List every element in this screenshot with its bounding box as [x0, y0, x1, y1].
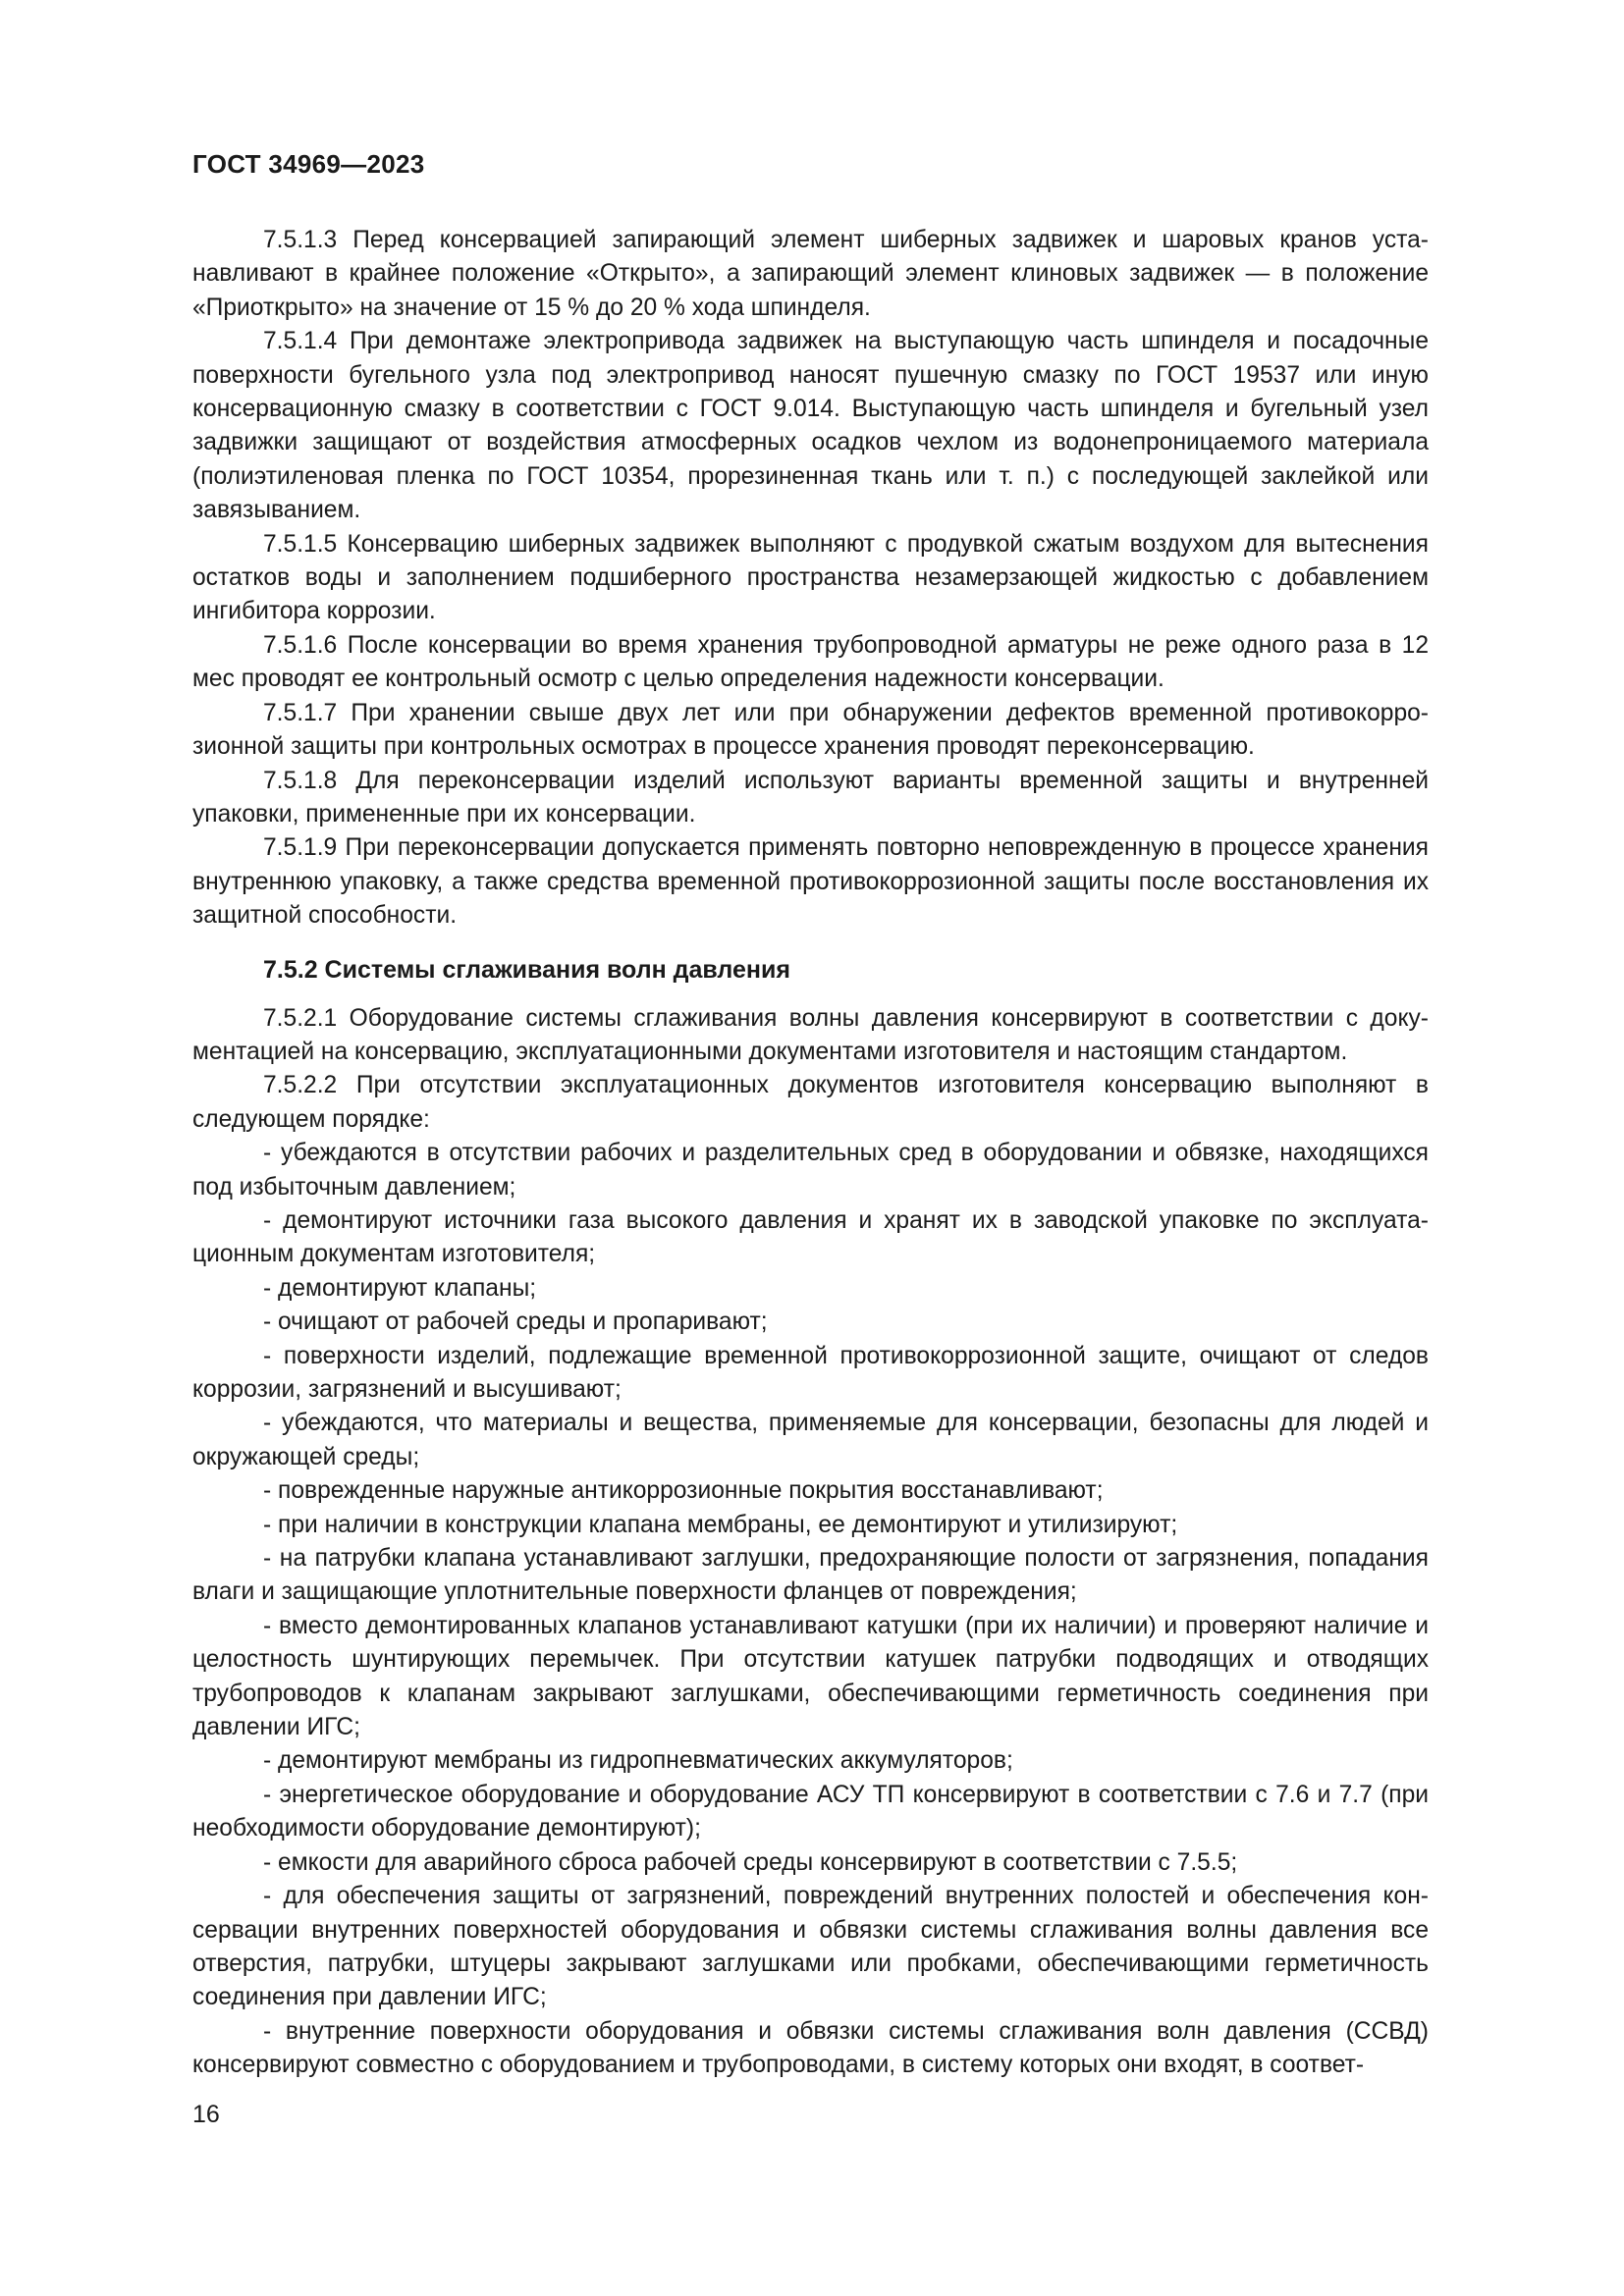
list-item: - демонтируют мембраны из гидропневматических аккумуляторов; — [263, 1747, 1013, 1775]
document-body — [192, 224, 1429, 2083]
list-item: - емкости для аварийного сброса рабочей среды консервируют в соответствии с 7.5.5; — [263, 1848, 1238, 1876]
list-item: - внутренние поверхности оборудования и обвязки системы сглаживания волн давления (ССВД) консервируют совместно с оборудованием и трубопроводами, в систему которых они входят, в соответ- — [192, 2017, 1429, 2079]
paragraph-7-5-1-9: 7.5.1.9 При переконсервации допускается применять повторно неповрежденную в процессе хранения внутреннюю упаковку, а также средства временной противокоррозионной защиты после восстановления их защитной способности. — [192, 834, 1429, 930]
list-item: - при наличии в конструкции клапана мембраны, ее демонтируют и утилизируют; — [263, 1511, 1178, 1538]
list-item: - убеждаются в отсутствии рабочих и разделительных сред в оборудовании и обвязке, находящихся под избыточным давлением; — [192, 1140, 1429, 1201]
list-item: - поврежденные наружные антикоррозионные покрытия восстанавливают; — [263, 1477, 1104, 1505]
paragraph-7-5-2-2: 7.5.2.2 При отсутствии эксплуатационных документов изготовителя консервацию выполняют в следующем порядке: — [192, 1072, 1429, 1133]
paragraph-7-5-2-1: 7.5.2.1 Оборудование системы сглаживания волны давления консервируют в соответствии с документацией на консервацию, эксплуатационными документами изготовителя и настоящим стандартом. — [192, 1004, 1429, 1065]
paragraph-7-5-1-4: 7.5.1.4 При демонтаже электропривода задвижек на выступающую часть шпинделя и посадочные поверхности бугельного узла под электропривод наносят пушечную смазку по ГОСТ 19537 или иную консервационную смазку в соответствии с ГОСТ 9.014. Выступающую часть шпинделя и бугельный узел задвижки защищают от воздействия атмосферных осадков чехлом из водонепроницаемого материала (полиэтиленовая пленка по ГОСТ 10354, прорезиненная ткань или т. п.) с последующей заклейкой или завязыванием. — [192, 328, 1429, 524]
paragraph-7-5-1-5: 7.5.1.5 Консервацию шиберных задвижек выполняют с продувкой сжатым воздухом для вытеснения остатков воды и заполнением подшиберного пространства незамерзающей жидкостью с добавлением ингибитора коррозии. — [192, 530, 1429, 625]
list-item: - на патрубки клапана устанавливают заглушки, предохраняющие полости от загрязнения, попадания влаги и защищающие уплотнительные поверхности фланцев от повреждения; — [192, 1545, 1429, 1606]
page-number: 16 — [192, 2101, 220, 2128]
list-item: - вместо демонтированных клапанов устанавливают катушки (при их наличии) и проверяют наличие и целостность шунтирующих перемычек. При отсутствии катушек патрубки подводящих и отводящих трубопроводов к клапанам закрывают заглушками, обеспечивающими герметичность соединения при давлении ИГС; — [192, 1612, 1429, 1741]
document-code-header: ГОСТ 34969—2023 — [192, 149, 425, 179]
list-item: - демонтируют клапаны; — [263, 1274, 537, 1302]
paragraph-7-5-1-8: 7.5.1.8 Для переконсервации изделий используют варианты временной защиты и внутренней упаковки, примененные при их консервации. — [192, 767, 1429, 828]
paragraph-7-5-1-3: 7.5.1.3 Перед консервацией запирающий элемент шиберных задвижек и шаровых кранов устанавливают в крайнее положение «Открыто», а запирающий элемент клиновых задвижек — в положение «Приоткрыто» на значение от 15 % до 20 % хода шпинделя. — [192, 227, 1429, 321]
paragraph-7-5-1-6: 7.5.1.6 После консервации во время хранения трубопроводной арматуры не реже одного раза в 12 мес проводят ее контрольный осмотр с целью определения надежности консервации. — [192, 631, 1429, 693]
list-item: - для обеспечения защиты от загрязнений, повреждений внутренних полостей и обеспечения консервации внутренних поверхностей оборудования и обвязки системы сглаживания волны давления все отверстия, патрубки, штуцеры закрывают заглушками или пробками, обеспечивающими герметичность соединения при давлении ИГС; — [192, 1883, 1429, 2011]
list-item: - демонтируют источники газа высокого давления и хранят их в заводской упаковке по эксплуатационным документам изготовителя; — [192, 1206, 1429, 1268]
list-item: - энергетическое оборудование и оборудование АСУ ТП консервируют в соответствии с 7.6 и 7.7 (при необходимости оборудование демонтируют); — [192, 1781, 1429, 1842]
list-item: - очищают от рабочей среды и пропаривают; — [263, 1308, 768, 1336]
list-item: - убеждаются, что материалы и вещества, применяемые для консервации, безопасны для людей и окружающей среды; — [192, 1410, 1429, 1470]
list-item: - поверхности изделий, подлежащие временной противокоррозионной защите, очищают от следов коррозии, загрязнений и высушивают; — [192, 1342, 1429, 1403]
paragraph-7-5-1-7: 7.5.1.7 При хранении свыше двух лет или при обнаружении дефектов временной противокоррозионной защиты при контрольных осмотрах в процессе хранения проводят переконсервацию. — [192, 699, 1429, 761]
section-heading-7-5-2: 7.5.2 Системы сглаживания волн давления — [263, 955, 790, 984]
